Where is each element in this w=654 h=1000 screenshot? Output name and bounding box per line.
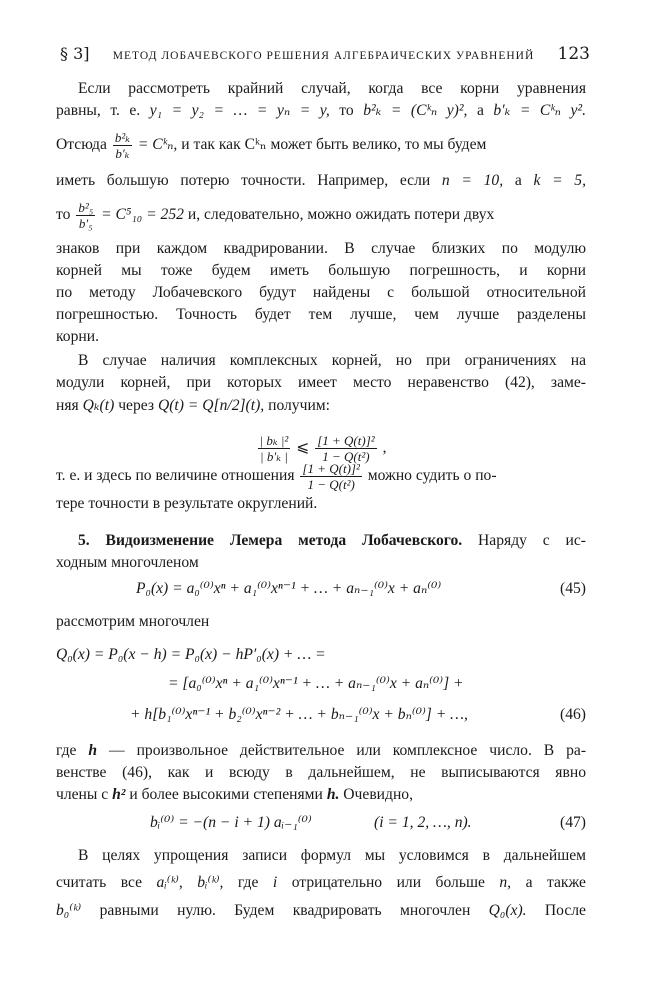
p3-line-3: рассмотрим многочлен xyxy=(56,613,210,630)
running-header xyxy=(60,44,590,66)
running-title: МЕТОД ЛОБАЧЕВСКОГО РЕШЕНИЯ АЛГЕБРАИЧЕСКИХ УРАВНЕНИЙ xyxy=(112,50,535,62)
page-number: 123 xyxy=(557,44,590,64)
inequality-display: $\frac{\text{| bₖ |²}}{\text{| b′ₖ |}}$ ⩽ $\frac{\text{[1 + Q(t)]²}}{\text{1 − Q(t²)}}$ , xyxy=(259,432,387,464)
p2-line-5: тере точности в результате округлений. xyxy=(56,495,318,512)
p1-line-2: равны, т. е. y₁ = y₂ = … = yₙ = y, то b²ₖ = (Cᵏₙ y)², а b′ₖ = Cᵏₙ y². xyxy=(56,102,587,119)
formula-b-prime: b′ₖ = Cᵏₙ y². xyxy=(493,102,587,119)
p1-line-1: Если рассмотреть крайний случай, когда все корни уравнения xyxy=(78,80,586,97)
equation-number: (47) xyxy=(560,814,586,831)
p1-line-8: по методу Лобачевского будут найдены с большой относительной xyxy=(56,284,586,301)
equation-47: bᵢ⁽⁰⁾ = −(n − i + 1) aᵢ₋₁⁽⁰⁾ (i = 1, 2, …, n). (47) xyxy=(56,808,586,838)
p2-line-4: т. е. и здесь по величине отношения $\frac{\text{[1 + Q(t)]²}}{\text{1 − Q(t²)}}$ можно судить о по- xyxy=(56,460,497,492)
p1-line-3: Отсюда $\frac{\text{b²ₖ}}{\text{b′ₖ}}$ = Cᵏₙ, и так как Cᵏₙ может быть велико, то мы будем xyxy=(56,129,487,161)
section-heading: 5. Видоизменение Лемера метода Лобачевского. xyxy=(78,532,463,549)
ratio-fraction: $\frac{\text{b²ₖ}}{\text{b′ₖ}}$ xyxy=(114,129,130,161)
p4-line-2: венстве (46), как и всюду в дальнейшем, не выписываются явно xyxy=(56,764,586,781)
p1-line-9: погрешностью. Точность будет тем лучше, чем лучше разделены xyxy=(56,306,586,323)
equation-number: (46) xyxy=(560,706,586,723)
book-page: § 3] МЕТОД ЛОБАЧЕВСКОГО РЕШЕНИЯ АЛГЕБРАИЧЕСКИХ УРАВНЕНИЙ 123 Если рассмотреть крайний случай, когда все корни уравнения равны, т. е. y₁ = y₂ = … = yₙ = y, то b²ₖ = (Cᵏₙ y)², а b′ₖ = Cᵏₙ y². Отсюда $\frac{\text{b²ₖ}}{\text{b′ₖ}}$ = Cᵏₙ, и так как Cᵏₙ может быть велико, то мы будем иметь большую потерю точности. Например, если n = 10, а k = 5, то $\frac{\text{b²₅}}{\text{b′₅}}$ = C⁵₁₀ = 252 и, следовательно, можно ожидать потери двух знаков при каждом квадрировании. В случае близких по модулю корней мы тоже будем иметь большую погрешность, и корни по методу Лобачевского будут найдены с большой относительной погрешностью. Точность будет тем лучше, чем лучше разделены корни. В случае наличия комплексных корней, но при ограничениях на модули корней, при которых имеет место неравенство (42), заме- няя Qₖ(t) через Q(t) = Q[n/2](t), получим: $\frac{\text{| bₖ |²}}{\text{| b′ₖ |}}$ ⩽ $\frac{\text{[1 + Q(t)]²}}{\text{1 − Q(t²)}}$ , т. е. и здесь по величине отношения $\frac{\text{[1 + Q(t)]²}}{\text{1 − Q(t²)}}$ можно судить о по- тере точности в результате округлений. 5. Видоизменение Лемера метода Лобачевского. Наряду с ис- ходным многочленом P₀(x) = a₀⁽⁰⁾xⁿ + a₁⁽⁰⁾xⁿ⁻¹ + … + aₙ₋₁⁽⁰⁾x + aₙ⁽⁰⁾ (45) рассмотрим многочлен Q₀(x) = P₀(x − h) = P₀(x) − hP′₀(x) + … = = [a₀⁽⁰⁾xⁿ + a₁⁽⁰⁾xⁿ⁻¹ + … + aₙ₋₁⁽⁰⁾x + aₙ⁽⁰⁾] + + h[b₁⁽⁰⁾xⁿ⁻¹ + b₂⁽⁰⁾xⁿ⁻² + … + bₙ₋₁⁽⁰⁾x + bₙ⁽⁰⁾] + …, (46) где h — произвольное действительное или комплексное число. В ра- венстве (46), как и всюду в дальнейшем, не выписываются явно члены с h² и более высокими степенями h. Очевидно, bᵢ⁽⁰⁾ = −(n − i + 1) aᵢ₋₁⁽⁰⁾ (i = 1, 2, …, n). (47) В целях упрощения записи формул мы условимся в дальнейшем считать все aᵢ⁽ᵏ⁾, bᵢ⁽ᵏ⁾, где i отрицательно или больше n, а также b₀⁽ᵏ⁾ равными нулю. Будем квадрировать многочлен Q₀(x). После xyxy=(0,0,654,1000)
equation-45: P₀(x) = a₀⁽⁰⁾xⁿ + a₁⁽⁰⁾xⁿ⁻¹ + … + aₙ₋₁⁽⁰⁾x + aₙ⁽⁰⁾ (45) xyxy=(56,574,586,604)
p3-line-2: ходным многочленом xyxy=(56,554,199,571)
p5-line-2: считать все aᵢ⁽ᵏ⁾, bᵢ⁽ᵏ⁾, где i отрицательно или больше n, а также xyxy=(56,874,586,891)
equation-46-line-1: Q₀(x) = P₀(x − h) = P₀(x) − hP′₀(x) + … = xyxy=(56,646,326,663)
p5-line-3: b₀⁽ᵏ⁾ равными нулю. Будем квадрировать многочлен Q₀(x). После xyxy=(56,902,586,919)
p2-line-2: модули корней, при которых имеет место неравенство (42), заме- xyxy=(56,374,586,391)
p1-line-7: корней мы тоже будем иметь большую погрешность, и корни xyxy=(56,262,586,279)
p1-line-10: корни. xyxy=(56,328,99,345)
p1-line-6: знаков при каждом квадрировании. В случае близких по модулю xyxy=(56,240,586,257)
ratio-fraction-example: $\frac{\text{b²₅}}{\text{b′₅}}$ xyxy=(78,199,94,231)
p5-line-1: В целях упрощения записи формул мы условимся в дальнейшем xyxy=(78,847,586,864)
p2-line-3: няя Qₖ(t) через Q(t) = Q[n/2](t), получим: xyxy=(56,397,330,414)
p4-line-1: где h — произвольное действительное или комплексное число. В ра- xyxy=(56,742,587,759)
formula-b-squared: b²ₖ = (Cᵏₙ y)², xyxy=(363,102,468,119)
equality-of-roots: y₁ = y₂ = … = yₙ = y, xyxy=(149,102,330,119)
equation-number: (45) xyxy=(560,580,586,597)
p4-line-3: члены с h² и более высокими степенями h. Очевидно, xyxy=(56,786,414,803)
p2-line-1: В случае наличия комплексных корней, но при ограничениях на xyxy=(78,352,586,369)
section-5-first-line: 5. Видоизменение Лемера метода Лобачевского. Наряду с ис- xyxy=(78,532,586,549)
section-marker: § 3] xyxy=(60,44,90,63)
p1-line-5: то $\frac{\text{b²₅}}{\text{b′₅}}$ = C⁵₁₀ = 252 и, следовательно, можно ожидать потери двух xyxy=(56,199,495,231)
p1-line-4: иметь большую потерю точности. Например, если n = 10, а k = 5, xyxy=(56,172,586,189)
